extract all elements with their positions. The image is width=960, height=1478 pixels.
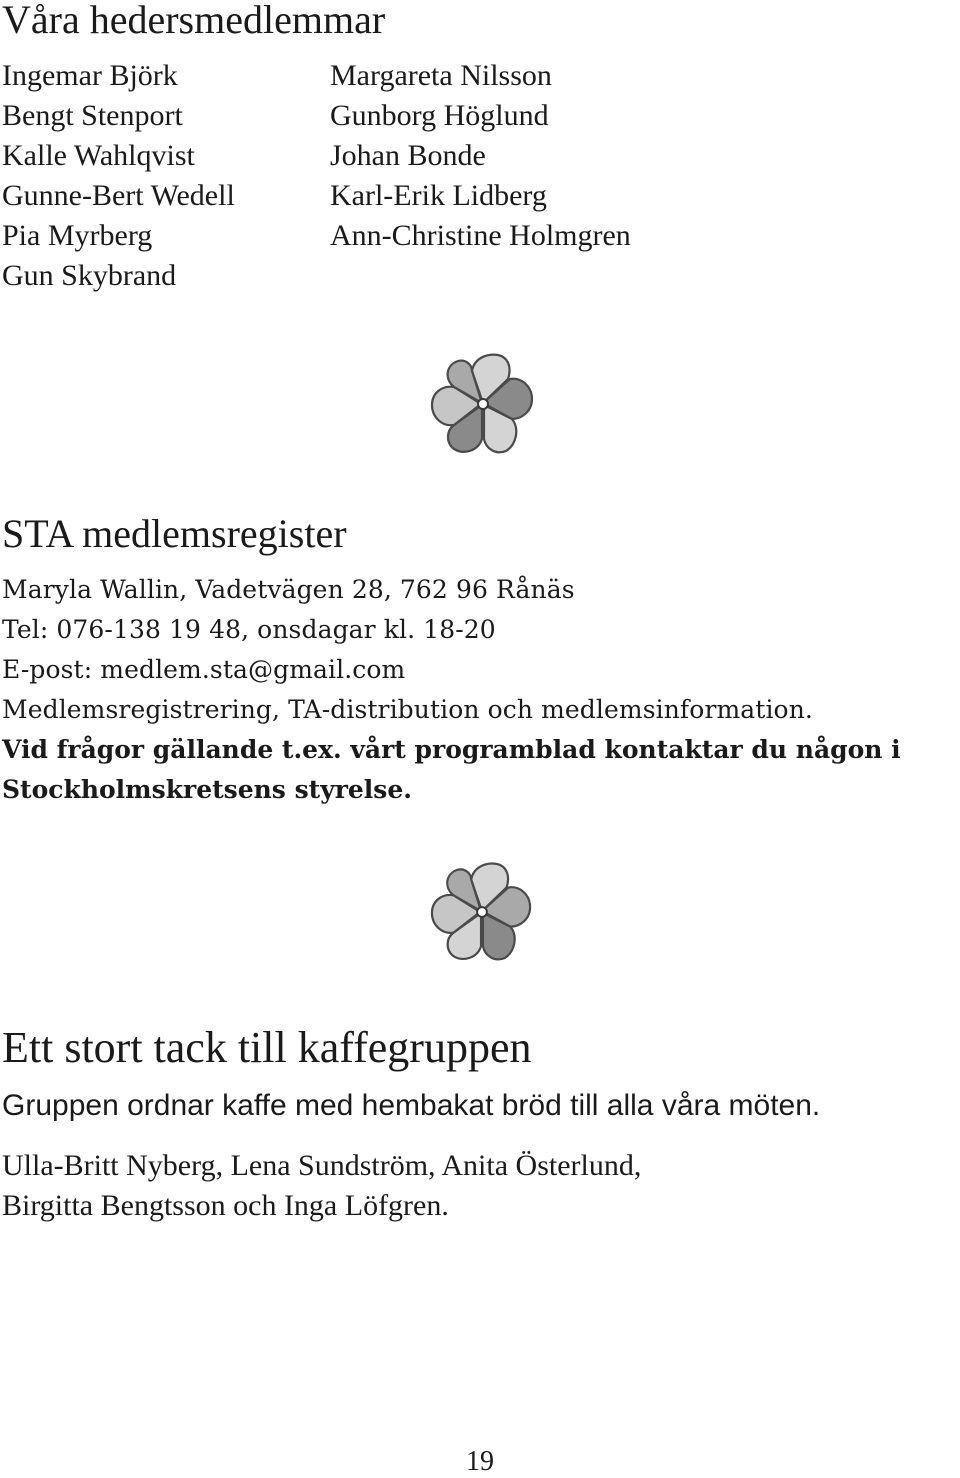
flower-icon bbox=[428, 349, 538, 459]
register-phone: Tel: 076-138 19 48, onsdagar kl. 18-20 bbox=[2, 615, 496, 644]
member-name: Johan Bonde bbox=[330, 139, 486, 172]
coffee-group-names: Birgitta Bengtsson och Inga Löfgren. bbox=[2, 1189, 449, 1222]
member-name: Gun Skybrand bbox=[2, 259, 177, 292]
coffee-group-names: Ulla-Britt Nyberg, Lena Sundström, Anita Österlund, bbox=[2, 1149, 642, 1182]
member-name: Margareta Nilsson bbox=[330, 59, 552, 92]
member-name: Ingemar Björk bbox=[2, 59, 178, 92]
member-name: Bengt Stenport bbox=[2, 99, 183, 132]
register-note: Stockholmskretsens styrelse. bbox=[2, 775, 412, 804]
register-note: Vid frågor gällande t.ex. vårt programblad kontaktar du någon i bbox=[2, 735, 901, 764]
flower-center bbox=[478, 399, 488, 409]
honorary-members-heading: Våra hedersmedlemmar bbox=[2, 0, 386, 42]
member-name: Karl-Erik Lidberg bbox=[330, 179, 547, 212]
member-name: Gunborg Höglund bbox=[330, 99, 549, 132]
register-address: Maryla Wallin, Vadetvägen 28, 762 96 Rånäs bbox=[2, 575, 575, 604]
flower-icon bbox=[428, 858, 536, 966]
register-heading: STA medlemsregister bbox=[2, 511, 347, 556]
flower-center bbox=[477, 907, 487, 917]
member-name: Ann-Christine Holmgren bbox=[330, 219, 631, 252]
coffee-group-description: Gruppen ordnar kaffe med hembakat bröd till alla våra möten. bbox=[2, 1089, 821, 1122]
coffee-group-heading: Ett stort tack till kaffegruppen bbox=[2, 1023, 532, 1072]
member-name: Kalle Wahlqvist bbox=[2, 139, 195, 172]
member-name: Pia Myrberg bbox=[2, 219, 153, 252]
page-number: 19 bbox=[466, 1446, 494, 1477]
honorary-members-left-column bbox=[2, 56, 235, 296]
honorary-members-right-column bbox=[330, 56, 631, 256]
register-email: E-post: medlem.sta@gmail.com bbox=[2, 655, 406, 684]
member-name: Gunne-Bert Wedell bbox=[2, 179, 235, 212]
register-description: Medlemsregistrering, TA-distribution och medlemsinformation. bbox=[2, 695, 813, 724]
